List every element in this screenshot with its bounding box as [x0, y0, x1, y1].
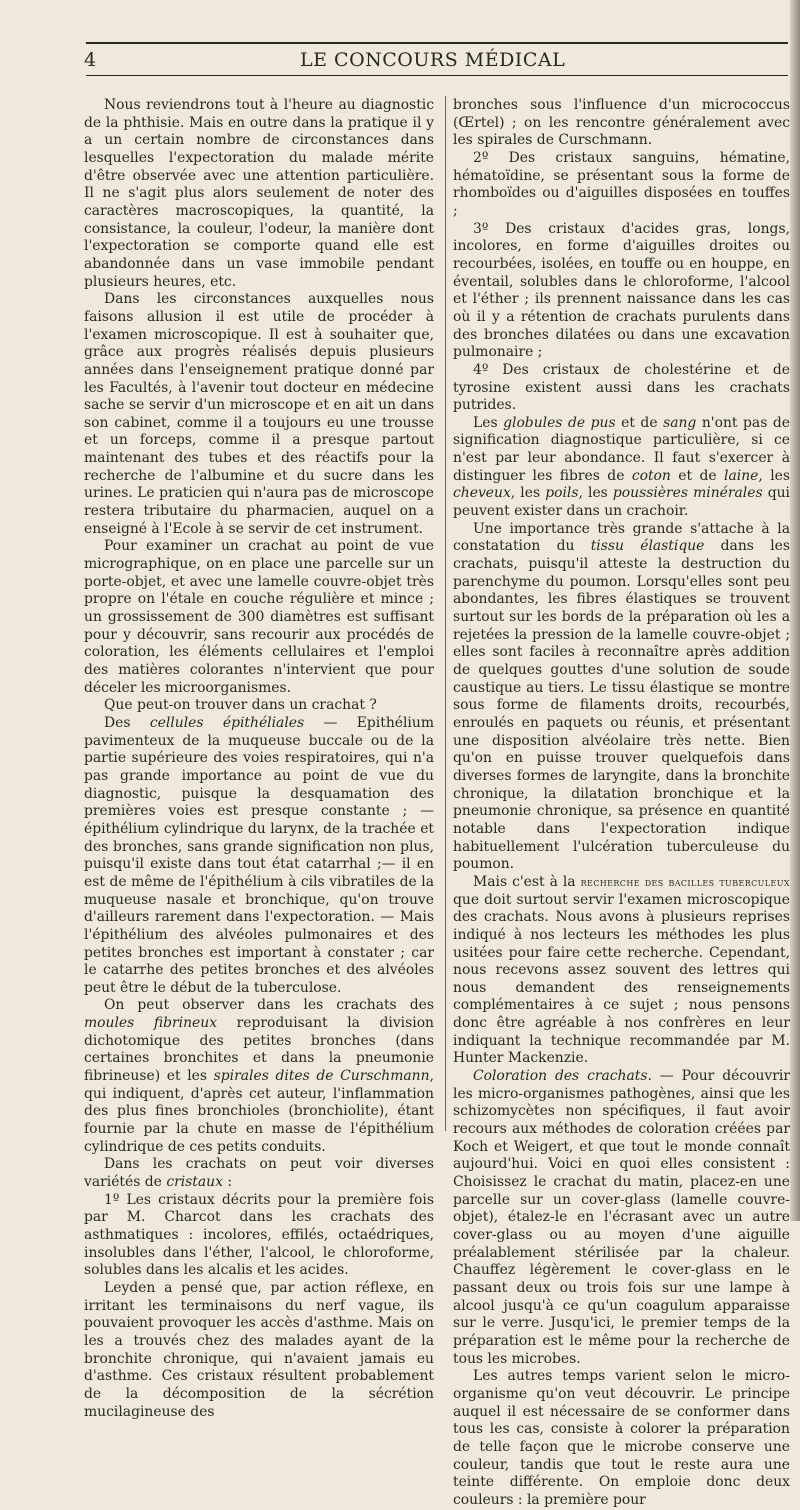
header-rule-top	[86, 42, 788, 44]
text-run: et de	[615, 414, 664, 431]
paragraph	[453, 97, 790, 150]
text-run: Dans les crachats on peut voir diverses variétés de	[84, 1156, 434, 1191]
italic-term: coton	[631, 467, 671, 484]
header-rule-bottom	[86, 75, 788, 76]
text-run: que doit surtout servir l'examen microscopique des crachats. Nous avons à plusieurs reprises indiqué à nos lecteurs les méthodes les plus usitées pour faire cette recherche. Cependant, nous recevons assez souvent des lettres qui nous demandent des renseignements complémentaires à ce sujet ; nous pensons donc être agréable à nos confrères en leur indiquant la technique recommandée par M. Hunter Mackenzie.	[453, 891, 790, 1067]
text-run: Une importance très grande s'attache à la constatation du	[453, 520, 790, 555]
text-run: 1º Les cristaux décrits pour la première fois par M. Charcot dans les crachats des asthmatiques : incolores, effilés, octaédriques, insolubles dans l'éther, l'alcool, le chloroforme, solubles dans les alcalis et les acides.	[84, 1191, 434, 1279]
italic-term: globules de pus	[503, 414, 616, 431]
paragraph	[453, 362, 790, 415]
paragraph	[453, 221, 790, 362]
italic-term: cristaux	[166, 1174, 223, 1191]
text-run: Nous reviendrons tout à l'heure au diagnostic de la phthisie. Mais en outre dans la pratique il y a un certain nombre de circonstances dans lesquelles l'expectoration du malade mérite d'être observée avec une attention particulière. Il ne s'agit plus alors seulement de noter des caractères macroscopiques, la quantité, la consistance, la couleur, l'odeur, la manière dont l'expectoration se comporte quand elle est abandonnée dans un vase immobile pendant plusieurs heures, etc.	[84, 97, 434, 290]
text-run: 4º Des cristaux de cholestérine et de tyrosine existent aussi dans les crachats putrides.	[453, 361, 790, 414]
text-run: Les	[473, 414, 504, 431]
text-run: Leyden a pensé que, par action réflexe, en irritant les terminaisons du nerf vague, ils pouvaient provoquer les accès d'asthme. Mais on les a trouvés chez des malades ayant de la bronchite chronique, qui n'avaient jamais eu d'asthme. Ces cristaux résultent probablement de la décomposition de la sécrétion mucilagineuse des	[84, 1279, 434, 1420]
small-caps-term: recherche des bacilles tuberculeux	[580, 874, 790, 889]
text-run: . — Pour découvrir les micro-organismes pathogènes, ainsi que les schizomycètes non spécifiques, il faut avoir recours aux méthodes de coloration créées par Koch et Weigert, et que tout le monde connaît aujourd'hui. Voici en quoi elles consistent : Choisissez le crachat du matin, placez-en une parcelle sur un cover-glass (lamelle couvre-objet), étalez-le en l'écrasant avec un autre cover-glass ou au moyen d'une aiguille préalablement stérilisée par la chaleur. Chauffez légèrement le cover-glass en le passant deux ou trois fois sur une lampe à alcool jusqu'à ce qu'un coagulum apparaisse sur le verre. Jusqu'ici, le premier temps de la préparation est le même pour la recherche de tous les microbes.	[453, 1068, 790, 1367]
text-run: Les autres temps varient selon le micro-organisme qu'on veut découvrir. Le principe auquel il est nécessaire de se conformer dans tous les cas, consiste à colorer la préparation de telle façon que le microbe conserve une couleur, tandis que tout le reste aura une teinte différente. On emploie donc deux couleurs : la première pour	[453, 1368, 790, 1508]
italic-term: moules fibrineux	[84, 1015, 218, 1032]
paragraph	[453, 1368, 790, 1509]
text-run: Des	[104, 714, 150, 731]
right-column	[453, 97, 790, 1510]
page-edge-shadow	[790, 0, 800, 1221]
text-run: qui peuvent exister dans un crachoir.	[453, 485, 790, 520]
text-run: Pour examiner un crachat au point de vue micrographique, on en place une parcelle sur un porte-objet, et avec une lamelle couvre-objet très propre on l'étale en couche régulière et mince ; un grossissement de 300 diamètres est suffisant pour y découvrir, sans recourir aux procédés de coloration, les éléments cellulaires et l'emploi des matières colorantes n'intervient que pour déceler les microorganismes.	[84, 538, 434, 696]
text-run: On peut observer dans les crachats des	[104, 997, 434, 1014]
paragraph	[453, 521, 790, 874]
italic-term: cheveux	[453, 485, 511, 502]
italic-term: tissu élastique	[590, 538, 705, 555]
text-run: reproduisant la division dichotomique des petites bronches (dans certaines bronchites et dans la pneumonie fibrineuse) et les	[84, 1015, 434, 1085]
text-run: , les	[578, 485, 613, 502]
text-run: et de	[670, 467, 725, 484]
text-run: , qui indiquent, d'après cet auteur, l'inflammation des plus fines bronchioles (bronchiolite), étant fournie par la chute en masse de l'épithélium cylindrique de ces petits conduits.	[84, 1068, 434, 1155]
italic-term: spirales dites de Curschmann	[213, 1068, 430, 1085]
text-run: n'ont pas de signification diagnostique particulière, si ce n'est par leur abondance. Il faut s'exercer à distinguer les fibres de	[453, 414, 790, 484]
paragraph	[453, 1068, 790, 1368]
column-divider	[445, 96, 446, 1131]
page-number: 4	[84, 49, 97, 71]
paragraph	[84, 715, 434, 998]
paragraph	[84, 1192, 434, 1280]
italic-term: Coloration des crachats	[473, 1068, 648, 1085]
text-run: Dans les circonstances auxquelles nous faisons allusion il est utile de procéder à l'examen microscopique. Il est à souhaiter que, grâce aux progrès réalisés depuis plusieurs années dans l'enseignement pratique donné par les Facultés, à l'avenir tout docteur en médecine sache se servir d'un microscope et en ait un dans son cabinet, comme il a toujours eu une trousse et un forceps, comme il a presque partout maintenant des tubes et des réactifs pour la recherche de l'albumine et du sucre dans les urines. Le praticien qui n'aura pas de microscope restera tributaire du pharmacien, auquel on a enseigné à l'Ecole à se servir de cet instrument.	[84, 291, 434, 537]
italic-term: poussières minérales	[612, 485, 763, 502]
text-run: Que peut-on trouver dans un crachat ?	[104, 697, 377, 714]
paragraph	[84, 538, 434, 697]
italic-term: poils	[545, 485, 579, 502]
text-run: dans les crachats, puisqu'il atteste la destruction du parenchyme du poumon. Lorsqu'elles sont peu abondantes, les fibres élastiques se trouvent surtout sur les bords de la préparation où les a rejetées la pression de la lamelle couvre-objet ; elles sont faciles à reconnaître après addition de quelques gouttes d'une solution de soude caustique au tiers. Le tissu élastique se montre sous forme de filaments droits, recourbés, enroulés en paquets ou réunis, et présentant une disposition alvéolaire très nette. Bien qu'on en puisse trouver quelquefois dans diverses formes de laryngite, dans la bronchite chronique, la dilatation bronchique et la pneumonie chronique, sa présence en quantité notable dans l'expectoration indique habituellement l'ulcération tuberculeuse du poumon.	[453, 538, 790, 873]
text-run: :	[222, 1174, 233, 1191]
text-run: bronches sous l'influence d'un micrococcus (Œrtel) ; on les rencontre généralement avec les spirales de Curschmann.	[453, 97, 790, 149]
paragraph	[453, 150, 790, 221]
paragraph	[84, 291, 434, 538]
italic-term: cellules épithéliales	[149, 714, 305, 731]
running-title: LE CONCOURS MÉDICAL	[300, 49, 566, 71]
text-run: 3º Des cristaux d'acides gras, longs, incolores, en forme d'aiguilles droites ou recourbées, isolées, en touffe ou en houppe, en éventail, solubles dans le chloroforme, l'alcool et l'éther ; ils prennent naissance dans les cas où il y a rétention de crachats purulents dans des bronches dilatées ou dans une excavation pulmonaire ;	[453, 220, 790, 361]
text-run: , les	[510, 485, 546, 502]
paragraph	[84, 1156, 434, 1191]
text-run: 2º Des cristaux sanguins, hématine, hématoïdine, se présentant sous la forme de rhomboïdes ou d'aiguilles disposées en touffes ;	[453, 149, 790, 219]
paragraph	[84, 697, 434, 715]
italic-term: laine	[724, 467, 759, 484]
paragraph	[84, 1280, 434, 1421]
paragraph	[453, 874, 790, 1068]
paragraph	[453, 415, 790, 521]
italic-term: sang	[663, 414, 697, 431]
left-column	[84, 97, 434, 1421]
text-run: — Epithélium pavimenteux de la muqueuse buccale ou de la partie supérieure des voies respiratoires, qui n'a pas grande importance au point de vue du diagnostic, puisque la desquamation des premières voies est presque constante ; — épithélium cylindrique du larynx, de la trachée et des bronches, sans grande signification non plus, puisqu'il existe dans tout état catarrhal ;— il en est de même de l'épithélium à cils vibratiles de la muqueuse nasale et bronchique, qu'on trouve d'ailleurs rarement dans l'expectoration. — Mais l'épithélium des alvéoles pulmonaires et des petites bronches est important à constater ; car le catarrhe des petites bronches et des alvéoles peut être le début de la tuberculose.	[84, 714, 434, 996]
paragraph	[84, 997, 434, 1156]
text-run: Mais c'est à la	[473, 873, 581, 890]
paragraph	[84, 97, 434, 291]
text-run: , les	[758, 467, 790, 484]
